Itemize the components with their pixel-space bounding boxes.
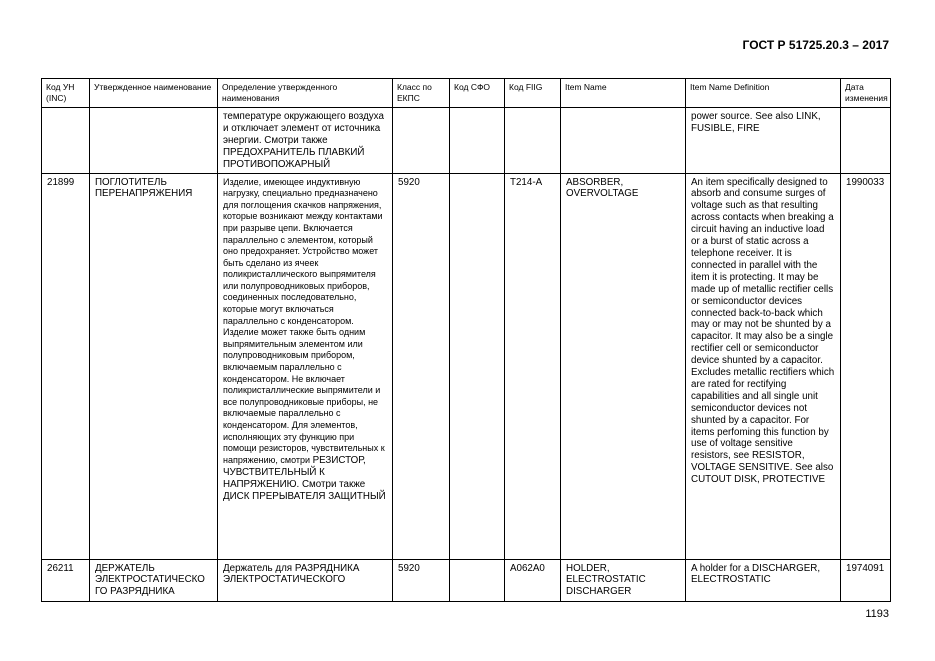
cell-item-name: HOLDER, ELECTROSTATIC DISCHARGER	[561, 559, 686, 601]
cell-sfo	[450, 108, 505, 174]
table-header-row	[42, 79, 891, 108]
column-header-item-name: Item Name	[561, 79, 686, 108]
cell-definition	[218, 173, 393, 559]
cell-name: ДЕРЖАТЕЛЬ ЭЛЕКТРОСТАТИЧЕСКО ГО РАЗРЯДНИКА	[90, 559, 218, 601]
cell-date: 1974091	[841, 559, 891, 601]
cell-sfo	[450, 559, 505, 601]
column-header-class: Класс по ЕКПС	[393, 79, 450, 108]
cell-fiig: A062A0	[505, 559, 561, 601]
cell-fiig	[505, 108, 561, 174]
cell-inc: 21899	[42, 173, 90, 559]
cell-date	[841, 108, 891, 174]
table-row	[42, 108, 891, 174]
definition-reference: РЕЗИСТОР, ЧУВСТВИТЕЛЬНЫЙ К НАПРЯЖЕНИЮ. Смотри также ДИСК ПРЕРЫВАТЕЛЯ ЗАЩИТНЫЙ	[223, 454, 386, 502]
cell-fiig: T214-A	[505, 173, 561, 559]
column-header-date: Дата изменения	[841, 79, 891, 108]
cell-item-definition: A holder for a DISCHARGER, ELECTROSTATIC	[686, 559, 841, 601]
cell-class: 5920	[393, 559, 450, 601]
column-header-name: Утвержденное наименование	[90, 79, 218, 108]
cell-sfo	[450, 173, 505, 559]
cell-definition: Держатель для РАЗРЯДНИКА ЭЛЕКТРОСТАТИЧЕСКОГО	[218, 559, 393, 601]
cell-class	[393, 108, 450, 174]
cell-inc: 26211	[42, 559, 90, 601]
cell-name: ПОГЛОТИТЕЛЬ ПЕРЕНАПРЯЖЕНИЯ	[90, 173, 218, 559]
table-row	[42, 173, 891, 559]
cell-inc	[42, 108, 90, 174]
cell-item-definition: power source. See also LINK, FUSIBLE, FIRE	[686, 108, 841, 174]
cell-name	[90, 108, 218, 174]
cell-item-definition: An item specifically designed to absorb and consume surges of voltage such as that resulting across contacts when breaking a circuit having an inductive load or a burst of static across a telephone receiver. It is connected in parallel with the item it is protecting. It may be made up of metallic rectifier cells or semiconductor devices connected back-to-back which may or may not be shunted by a capacitor. It may also be a single rectifier cell or semiconductor device shunted by a capacitor. Excludes metallic rectifiers which are rated for rectifying capabilities and all single unit semiconductor devices not shunted by a capacitor. For items perfoming this function by use of voltage sensitive resistors, see RESISTOR, VOLTAGE SENSITIVE. See also CUTOUT DISK, PROTECTIVE	[686, 173, 841, 559]
column-header-definition: Определение утвержденного наименования	[218, 79, 393, 108]
cell-class: 5920	[393, 173, 450, 559]
column-header-fiig: Код FIIG	[505, 79, 561, 108]
column-header-inc: Код УН (INC)	[42, 79, 90, 108]
column-header-item-definition: Item Name Definition	[686, 79, 841, 108]
cell-definition: температуре окружающего воздуха и отключает элемент от источника энергии. Смотри также ПРЕДОХРАНИТЕЛЬ ПЛАВКИЙ ПРОТИВОПОЖАРНЫЙ	[218, 108, 393, 174]
cell-item-name	[561, 108, 686, 174]
table-row	[42, 559, 891, 601]
standard-header: ГОСТ Р 51725.20.3 – 2017	[742, 38, 889, 52]
cell-date: 1990033	[841, 173, 891, 559]
page-number: 1193	[865, 608, 889, 620]
nomenclature-table	[41, 78, 891, 602]
cell-item-name: ABSORBER, OVERVOLTAGE	[561, 173, 686, 559]
column-header-sfo: Код СФО	[450, 79, 505, 108]
definition-text: Изделие, имеющее индуктивную нагрузку, специально предназначено для поглощения скачков напряжения, которые возникают между контактами при разрыве цепи. Включается параллельно с элементом, который оно предохраняет. Устройство может быть сделано из ячеек поликристаллического выпрямителя или полупроводниковых приборов, соединенных последовательно, которые могут включаться параллельно с конденсатором. Изделие может также быть одним выпрямительным элементом или полупроводниковым прибором, включаемым параллельно с конденсатором. Не включает поликристаллические выпрямители и все полупроводниковые приборы, не включаемые параллельно с конденсатором. Для элементов, исполняющих эту функцию при помощи резисторов, чувствительных к напряжению, смотри	[223, 176, 385, 465]
